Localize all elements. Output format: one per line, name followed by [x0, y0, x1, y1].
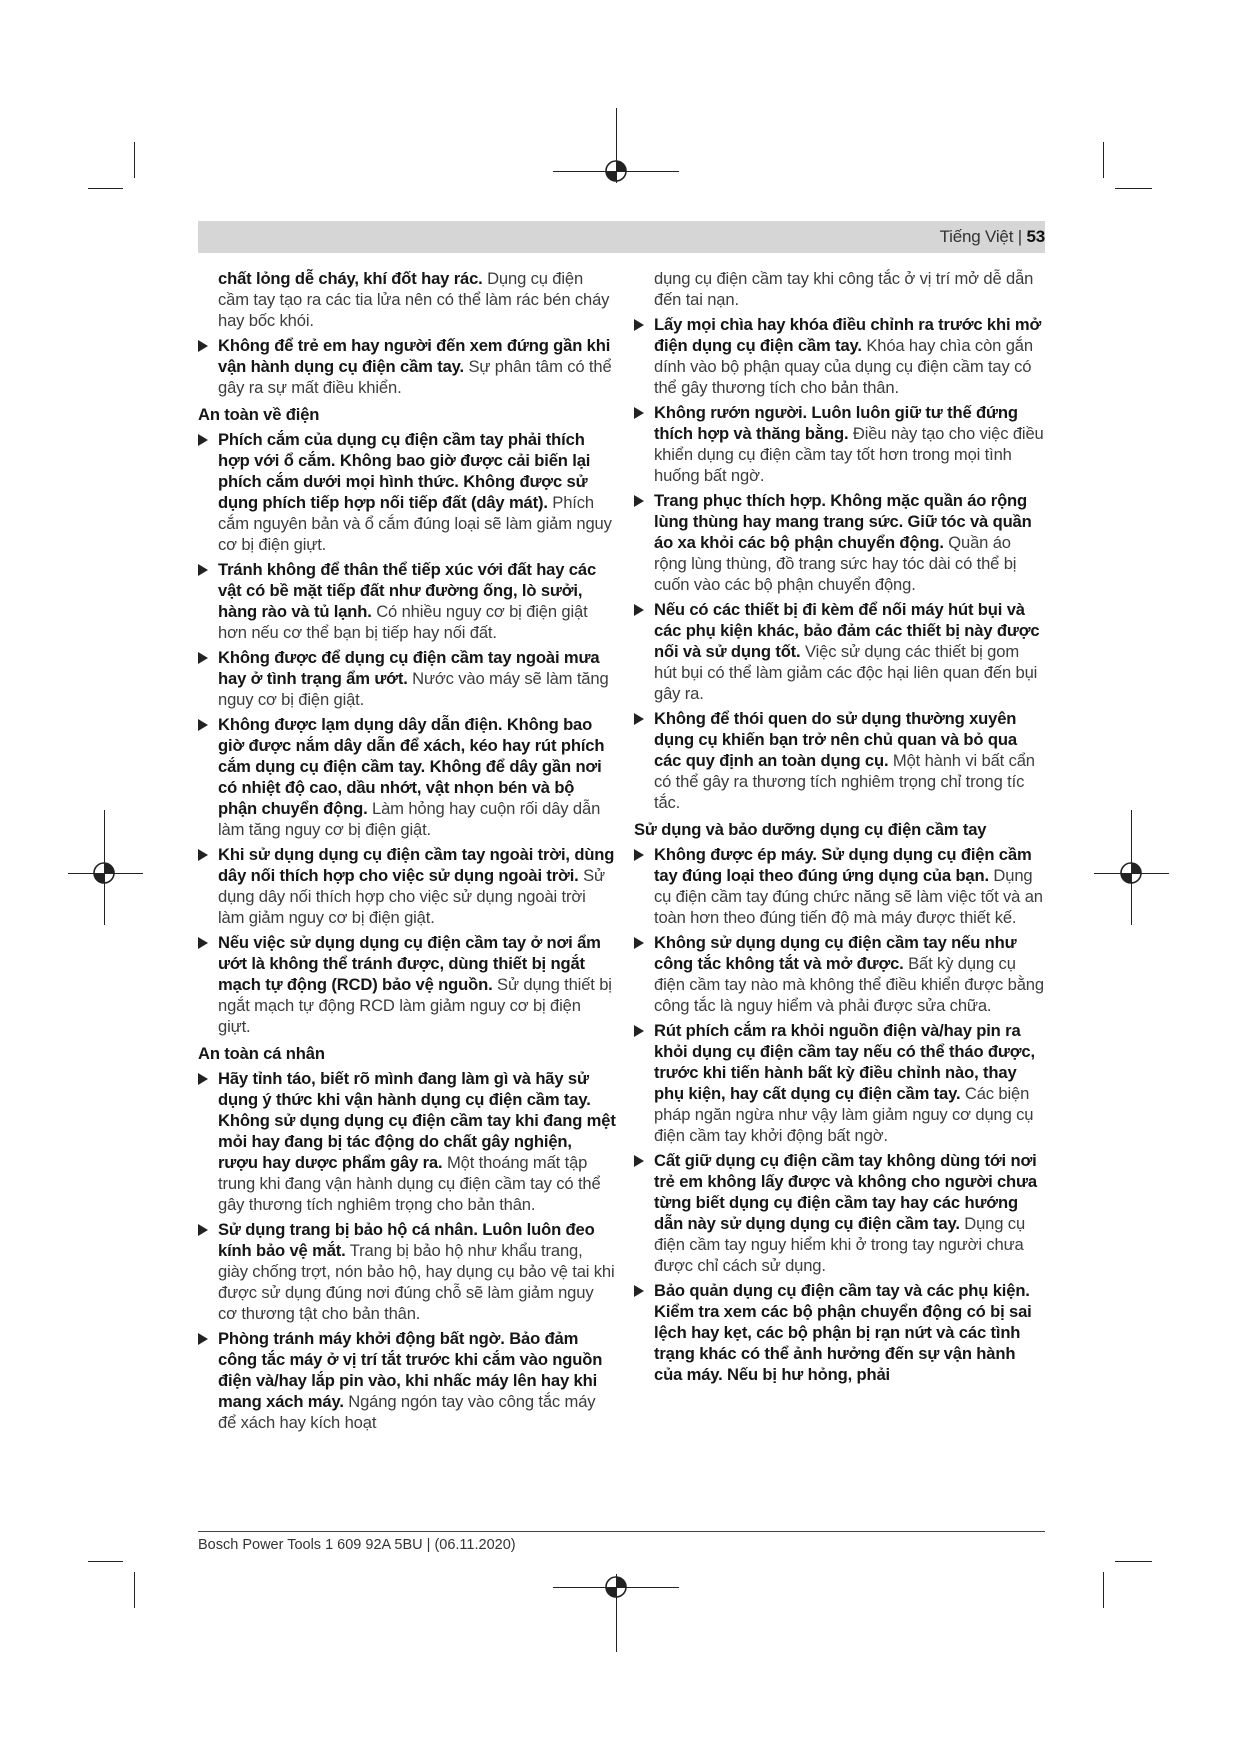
- bullet-triangle-icon: [198, 340, 208, 352]
- list-item: [198, 1219, 616, 1324]
- crop-mark: [1115, 1561, 1152, 1562]
- left-column: [198, 268, 616, 1437]
- list-item: [634, 1020, 1045, 1146]
- list-item: [634, 599, 1045, 704]
- bullet-triangle-icon: [634, 937, 644, 949]
- body-text: Phích cắm nguyên bản và ổ cắm đúng loại sẽ làm giảm nguy cơ bị điện giựt.: [218, 493, 612, 554]
- list-item: [634, 314, 1045, 398]
- bold-text: Không được để dụng cụ điện cầm tay ngoài mưa hay ở tình trạng ẩm ướt.: [218, 648, 600, 688]
- bullet-triangle-icon: [198, 652, 208, 664]
- bullet-triangle-icon: [634, 495, 644, 507]
- bold-text: Sử dụng trang bị bảo hộ cá nhân. Luôn luôn đeo kính bảo vệ mắt.: [218, 1220, 595, 1260]
- body-text: Các biện pháp ngăn ngừa như vậy làm giảm nguy cơ dụng cụ điện cầm tay khởi động bất ngờ.: [654, 1084, 1034, 1145]
- body-text: Có nhiều nguy cơ bị điện giật hơn nếu cơ thể bạn bị tiếp hay nối đất.: [218, 602, 588, 642]
- bold-text: Cất giữ dụng cụ điện cầm tay không dùng tới nơi trẻ em không lấy được và không cho người chưa từng biết dụng cụ điện cầm tay hay các hướng dẫn này sử dụng dụng cụ điện cầm tay.: [654, 1151, 1037, 1233]
- bold-text: Không được lạm dụng dây dẫn điện. Không bao giờ được nắm dây dẫn để xách, kéo hay rút phích cắm dụng cụ điện cầm tay. Không để dây gần nơi có nhiệt độ cao, dầu nhớt, vật nhọn bén và bộ phận chuyển động.: [218, 715, 605, 818]
- list-item: [634, 932, 1045, 1016]
- bold-text: Rút phích cắm ra khỏi nguồn điện và/hay pin ra khỏi dụng cụ điện cầm tay nếu có thể tháo được, trước khi tiến hành bất kỳ điều chỉnh nào, thay phụ kiện, hay cất dụng cụ điện cầm tay.: [654, 1021, 1035, 1103]
- bullet-triangle-icon: [634, 319, 644, 331]
- registration-target-icon: [604, 1575, 628, 1599]
- body-text: Khóa hay chìa còn gắn dính vào bộ phận quay của dụng cụ điện cầm tay có thể gây thương tích cho bản thân.: [654, 336, 1033, 397]
- section-heading: Sử dụng và bảo dưỡng dụng cụ điện cầm tay: [634, 820, 987, 839]
- bullet-triangle-icon: [198, 564, 208, 576]
- page-header: [198, 221, 1045, 253]
- bold-text: Không để trẻ em hay người đến xem đứng gần khi vận hành dụng cụ điện cầm tay.: [218, 336, 611, 376]
- bullet-triangle-icon: [198, 1073, 208, 1085]
- body-text: Dụng cụ điện cầm tay nguy hiểm khi ở trong tay người chưa được chỉ cách sử dụng.: [654, 1214, 1026, 1275]
- bold-text: Bảo quản dụng cụ điện cầm tay và các phụ kiện. Kiểm tra xem các bộ phận chuyển động có bị sai lệch hay kẹt, các bộ phận bị rạn nứt và các tình trạng khác có thể ảnh hưởng đến sự vận hành của máy. Nếu bị hư hỏng, phải: [654, 1281, 1032, 1384]
- intro-paragraph: [198, 268, 616, 331]
- body-text: Ngáng ngón tay vào công tắc máy để xách hay kích hoạt: [218, 1392, 596, 1432]
- body-text: Một hành vi bất cẩn có thể gây ra thương tích nghiêm trọng chỉ trong tíc tắc.: [654, 751, 1035, 812]
- bullet-triangle-icon: [198, 937, 208, 949]
- bullet-triangle-icon: [634, 604, 644, 616]
- bullet-triangle-icon: [198, 849, 208, 861]
- bold-text: Trang phục thích hợp. Không mặc quần áo rộng lùng thùng hay mang trang sức. Giữ tóc và quần áo xa khỏi các bộ phận chuyển động.: [654, 491, 1032, 552]
- list-item: [198, 429, 616, 555]
- list-item: [198, 1328, 616, 1433]
- bold-text: Không sử dụng dụng cụ điện cầm tay nếu như công tắc không tắt và mở được.: [654, 933, 1017, 973]
- body-text: Làm hỏng hay cuộn rối dây dẫn làm tăng nguy cơ bị điện giật.: [218, 799, 601, 839]
- list-item: [198, 559, 616, 643]
- bold-text: chất lỏng dễ cháy, khí đốt hay rác.: [218, 269, 483, 288]
- page-number: 53: [1026, 227, 1045, 246]
- bullet-triangle-icon: [634, 1155, 644, 1167]
- body-text: Sử dụng thiết bị ngắt mạch tự động RCD làm giảm nguy cơ bị điện giựt.: [218, 975, 612, 1036]
- list-item: [634, 844, 1045, 928]
- bold-text: Phích cắm của dụng cụ điện cầm tay phải thích hợp với ổ cắm. Không bao giờ được cải biến lại phích cắm dưới mọi hình thức. Không được sử dụng phích tiếp hợp nối tiếp đất (dây mát).: [218, 430, 591, 512]
- body-text: Điều này tạo cho việc điều khiển dụng cụ điện cầm tay tốt hơn trong mọi tình huống bất ngờ.: [654, 424, 1044, 485]
- body-text: Quần áo rộng lùng thùng, đồ trang sức hay tóc dài có thể bị cuốn vào các bộ phận chuyển động.: [654, 533, 1017, 594]
- header-label: [940, 227, 1045, 247]
- body-text: Trang bị bảo hộ như khẩu trang, giày chống trợt, nón bảo hộ, hay dụng cụ bảo vệ tai khi được sử dụng đúng nơi đúng chỗ sẽ làm giảm nguy cơ thương tật cho bản thân.: [218, 1241, 615, 1323]
- body-text: dụng cụ điện cầm tay khi công tắc ở vị trí mở dễ dẫn đến tai nạn.: [654, 269, 1034, 309]
- bold-text: Không rướn người. Luôn luôn giữ tư thế đứng thích hợp và thăng bằng.: [654, 403, 1018, 443]
- crop-mark: [134, 142, 135, 178]
- bullet-triangle-icon: [198, 434, 208, 446]
- bold-text: Hãy tỉnh táo, biết rõ mình đang làm gì và hãy sử dụng ý thức khi vận hành dụng cụ điện cầm tay. Không sử dụng dụng cụ điện cầm tay khi đang mệt mỏi hay đang bị tác động do chất gây nghiện, rượu hay dược phẩm gây ra.: [218, 1069, 616, 1172]
- list-item: [634, 1280, 1045, 1385]
- body-text: Việc sử dụng các thiết bị gom hút bụi có thể làm giảm các độc hại liên quan đến bụi gây ra.: [654, 642, 1038, 703]
- bullet-triangle-icon: [634, 407, 644, 419]
- list-item: [198, 335, 616, 398]
- footer-divider: [198, 1531, 1045, 1532]
- crop-mark: [1103, 142, 1104, 178]
- crop-mark: [1103, 1572, 1104, 1608]
- bullet-triangle-icon: [634, 1025, 644, 1037]
- registration-target-icon: [604, 159, 628, 183]
- bold-text: Không được ép máy. Sử dụng dụng cụ điện cầm tay đúng loại theo đúng ứng dụng của bạn.: [654, 845, 1032, 885]
- continuation-paragraph: [634, 268, 1045, 310]
- bullet-triangle-icon: [198, 719, 208, 731]
- bold-text: Khi sử dụng dụng cụ điện cầm tay ngoài trời, dùng dây nối thích hợp cho việc sử dụng ngoài trời.: [218, 845, 615, 885]
- crop-mark: [134, 1572, 135, 1608]
- bullet-triangle-icon: [198, 1333, 208, 1345]
- list-item: [198, 714, 616, 840]
- body-text: Một thoáng mất tập trung khi đang vận hành dụng cụ điện cầm tay có thể gây thương tích nghiêm trọng cho bản thân.: [218, 1153, 601, 1214]
- bold-text: Phòng tránh máy khởi động bất ngờ. Bảo đảm công tắc máy ở vị trí tắt trước khi cắm vào nguồn điện và/hay lắp pin vào, khi nhấc máy lên hay khi mang xách máy.: [218, 1329, 603, 1411]
- page-footer: Bosch Power Tools 1 609 92A 5BU | (06.11.2020): [198, 1537, 516, 1553]
- list-item: [634, 402, 1045, 486]
- list-item: [198, 1068, 616, 1215]
- section-heading: An toàn cá nhân: [198, 1044, 325, 1063]
- list-item: [198, 647, 616, 710]
- bold-text: Nếu có các thiết bị đi kèm để nối máy hút bụi và các phụ kiện khác, bảo đảm các thiết bị này được nối và sử dụng tốt.: [654, 600, 1040, 661]
- section-heading: An toàn về điện: [198, 405, 320, 424]
- crop-mark: [1115, 188, 1152, 189]
- list-item: [198, 844, 616, 928]
- bold-text: Tránh không để thân thể tiếp xúc với đất hay các vật có bề mặt tiếp đất như đường ống, lò sưởi, hàng rào và tủ lạnh.: [218, 560, 597, 621]
- bullet-triangle-icon: [198, 1224, 208, 1236]
- body-text: Dụng cụ điện cầm tay đúng chức năng sẽ làm việc tốt và an toàn hơn theo đúng tiến độ mà máy được thiết kế.: [654, 866, 1043, 927]
- body-text: Dụng cụ điện cầm tay tạo ra các tia lửa nên có thể làm rác bén cháy hay bốc khói.: [218, 269, 610, 330]
- crop-mark: [88, 1561, 123, 1562]
- crop-mark: [88, 188, 123, 189]
- body-text: Sự phân tâm có thể gây ra sự mất điều khiển.: [218, 357, 612, 397]
- list-item: [634, 1150, 1045, 1276]
- bold-text: Không để thói quen do sử dụng thường xuyên dụng cụ khiến bạn trở nên chủ quan và bỏ qua các quy định an toàn dụng cụ.: [654, 709, 1017, 770]
- body-text: Nước vào máy sẽ làm tăng nguy cơ bị điện giật.: [218, 669, 609, 709]
- body-text: Sử dụng dây nối thích hợp cho việc sử dụng ngoài trời làm giảm nguy cơ bị điện giật.: [218, 866, 605, 927]
- list-item: [198, 932, 616, 1037]
- right-column: [634, 268, 1045, 1389]
- bold-text: Nếu việc sử dụng dụng cụ điện cầm tay ở nơi ẩm ướt là không thể tránh được, dùng thiết bị ngắt mạch tự động (RCD) bảo vệ nguồn.: [218, 933, 601, 994]
- registration-target-icon: [92, 861, 116, 885]
- list-item: [634, 708, 1045, 813]
- body-text: Bất kỳ dụng cụ điện cầm tay nào mà không thể điều khiển được bằng công tắc là nguy hiểm và phải được sửa chữa.: [654, 954, 1044, 1015]
- bullet-triangle-icon: [634, 1285, 644, 1297]
- bold-text: Lấy mọi chìa hay khóa điều chỉnh ra trước khi mở điện dụng cụ điện cầm tay.: [654, 315, 1042, 355]
- registration-target-icon: [1119, 861, 1143, 885]
- list-item: [634, 490, 1045, 595]
- bullet-triangle-icon: [634, 713, 644, 725]
- bullet-triangle-icon: [634, 849, 644, 861]
- header-language: Tiếng Việt |: [939, 227, 1027, 246]
